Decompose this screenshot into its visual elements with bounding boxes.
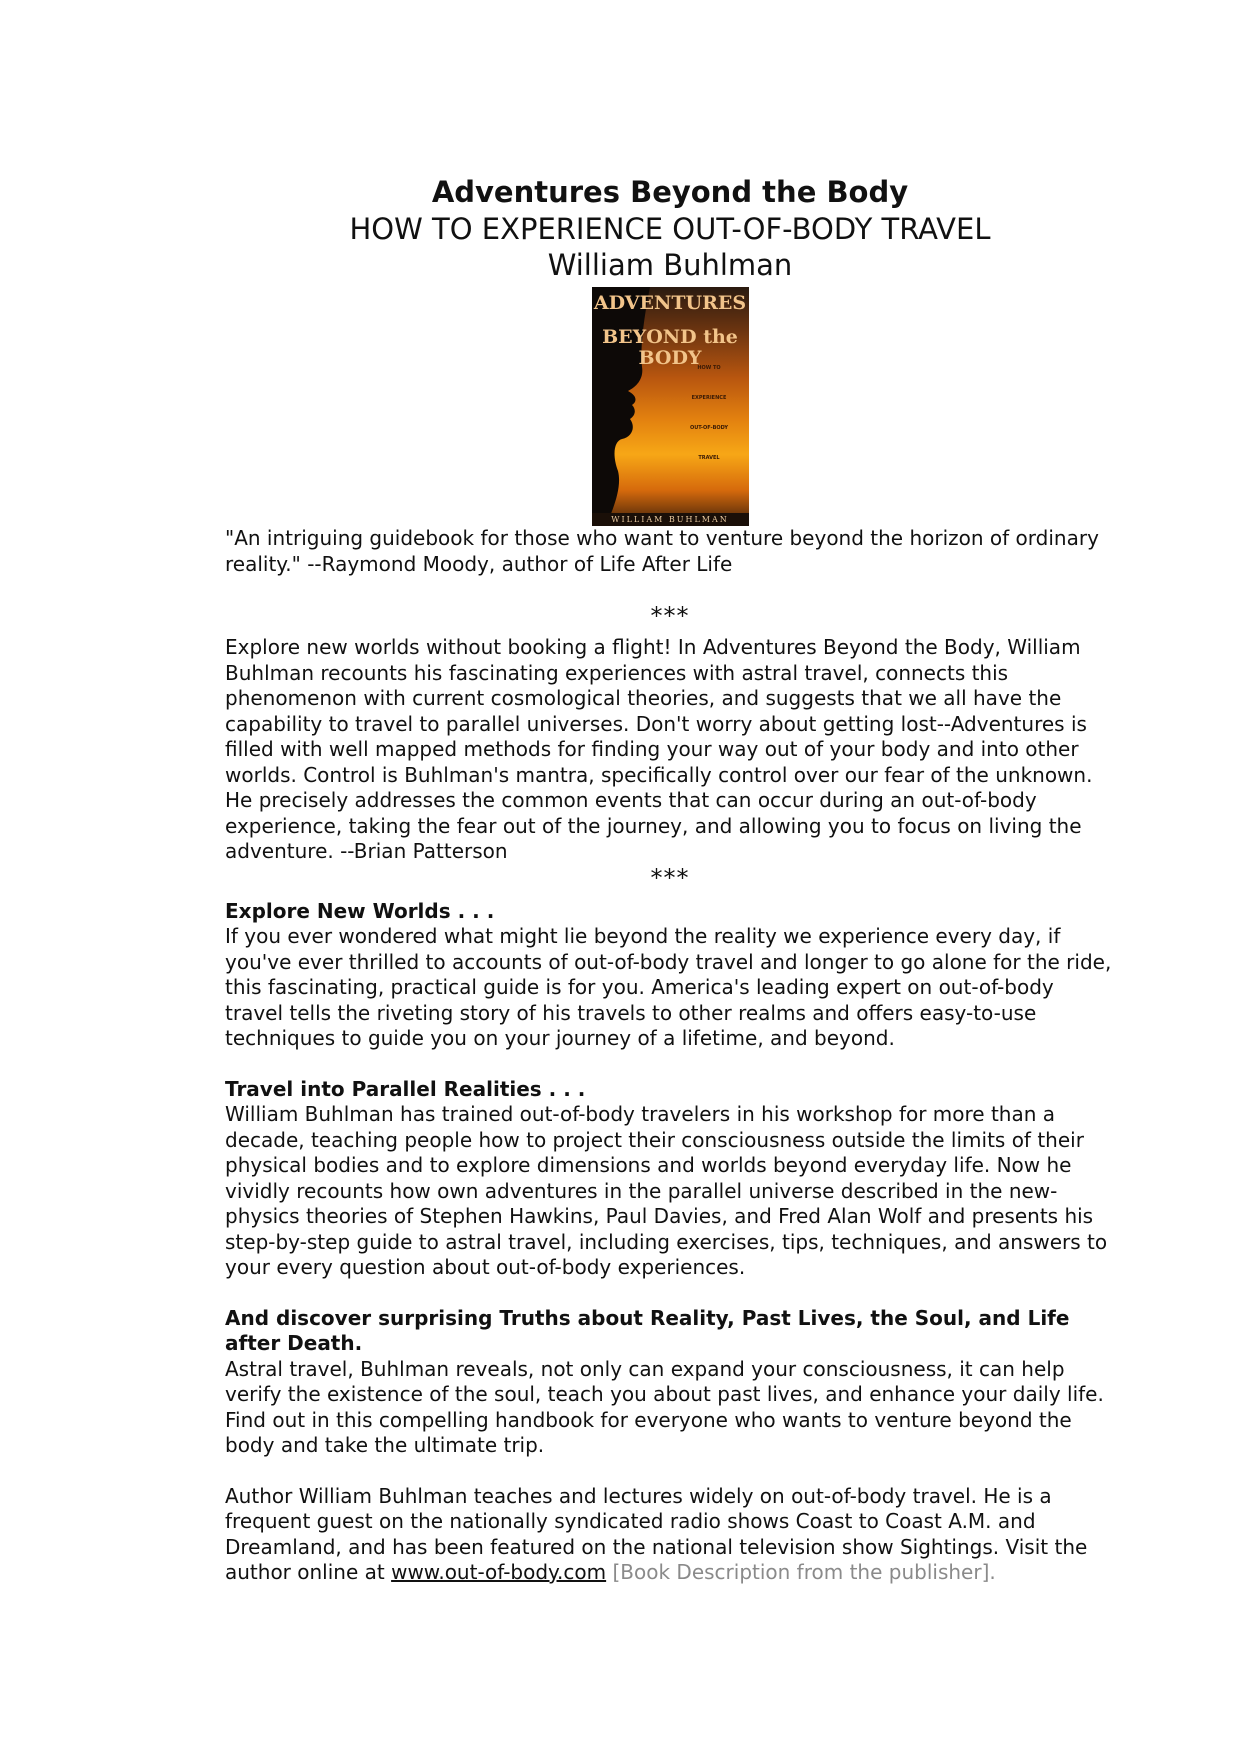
document-page [225, 174, 1115, 1586]
author-website-link[interactable]: www.out-of-body.com [391, 1560, 607, 1584]
book-author: William Buhlman [547, 248, 793, 282]
book-title: Adventures Beyond the Body [431, 175, 909, 209]
section-body: William Buhlman has trained out-of-body travelers in his workshop for more than a decade, teaching people how to project their consciousness outside the limits of their physical bodies and to explore dimensions and worlds beyond everyday life. Now he vividly recounts how own adventures in the parallel universe described in the new-physics theories of Stephen Hawkins, Paul Davies, and Fred Alan Wolf and presents his step-by-step guide to astral travel, including exercises, tips, techniques, and answers to your every question about out-of-body experiences. [225, 1102, 1108, 1279]
book-cover-image [592, 287, 749, 526]
endorsement-quote: "An intriguing guidebook for those who want to venture beyond the horizon of ordinary reality." --Raymond Moody, author of Life After Life [225, 526, 1099, 576]
separator-stars: *** [650, 602, 690, 630]
section-heading: And discover surprising Truths about Reality, Past Lives, the Soul, and Life after Death. [225, 1305, 1070, 1355]
cover-title-line1: ADVENTURES [593, 292, 747, 314]
cover-wrapper [225, 287, 1115, 526]
author-bio-text: Author William Buhlman teaches and lectures widely on out-of-body travel. He is a frequent guest on the nationally syndicated radio shows Coast to Coast A.M. and Dreamland, and has been featured on the national television show Sightings. Visit the author online at [225, 1483, 1088, 1584]
review-paragraph: Explore new worlds without booking a flight! In Adventures Beyond the Body, William Buhlman recounts his fascinating experiences with astral travel, connects this phenomenon with current cosmological theories, and suggests that we all have the capability to travel to parallel universes. Don't worry about getting lost--Adventures is filled with well mapped methods for finding your way out of your body and into other worlds. Control is Buhlman's mantra, specifically control over our fear of the unknown. He precisely addresses the common events that can occur during an out-of-body experience, taking the fear out of the journey, and allowing you to focus on living the adventure. --Brian Patterson [225, 635, 1093, 863]
cover-small-line: TRAVEL [698, 455, 720, 461]
book-subtitle: HOW TO EXPERIENCE OUT-OF-BODY TRAVEL [349, 212, 991, 246]
source-note: [Book Description from the publisher]. [612, 1560, 996, 1584]
cover-small-line: HOW TO [697, 365, 721, 371]
cover-silhouette-icon [592, 287, 749, 526]
cover-title-line2: BEYOND the BODY [602, 326, 738, 369]
cover-small-line: EXPERIENCE [691, 395, 727, 401]
section-heading: Explore New Worlds . . . [225, 898, 495, 923]
author-bio [225, 1484, 1115, 1586]
section-body: Astral travel, Buhlman reveals, not only can expand your consciousness, it can help verify the existence of the soul, teach you about past lives, and enhance your daily life. Find out in this compelling handbook for everyone who wants to venture beyond the body and take the ultimate trip. [225, 1356, 1104, 1457]
section-body: If you ever wondered what might lie beyond the reality we experience every day, if you've ever thrilled to accounts of out-of-body travel and longer to go alone for the ride, this fascinating, practical guide is for you. America's leading expert on out-of-body travel tells the riveting story of his travels to other realms and offers easy-to-use techniques to guide you on your journey of a lifetime, and beyond. [225, 924, 1112, 1050]
cover-author: WILLIAM BUHLMAN [592, 513, 749, 526]
separator-stars: *** [650, 863, 690, 892]
section-heading: Travel into Parallel Realities . . . [225, 1076, 586, 1101]
cover-small-line: OUT-OF-BODY [689, 425, 729, 431]
